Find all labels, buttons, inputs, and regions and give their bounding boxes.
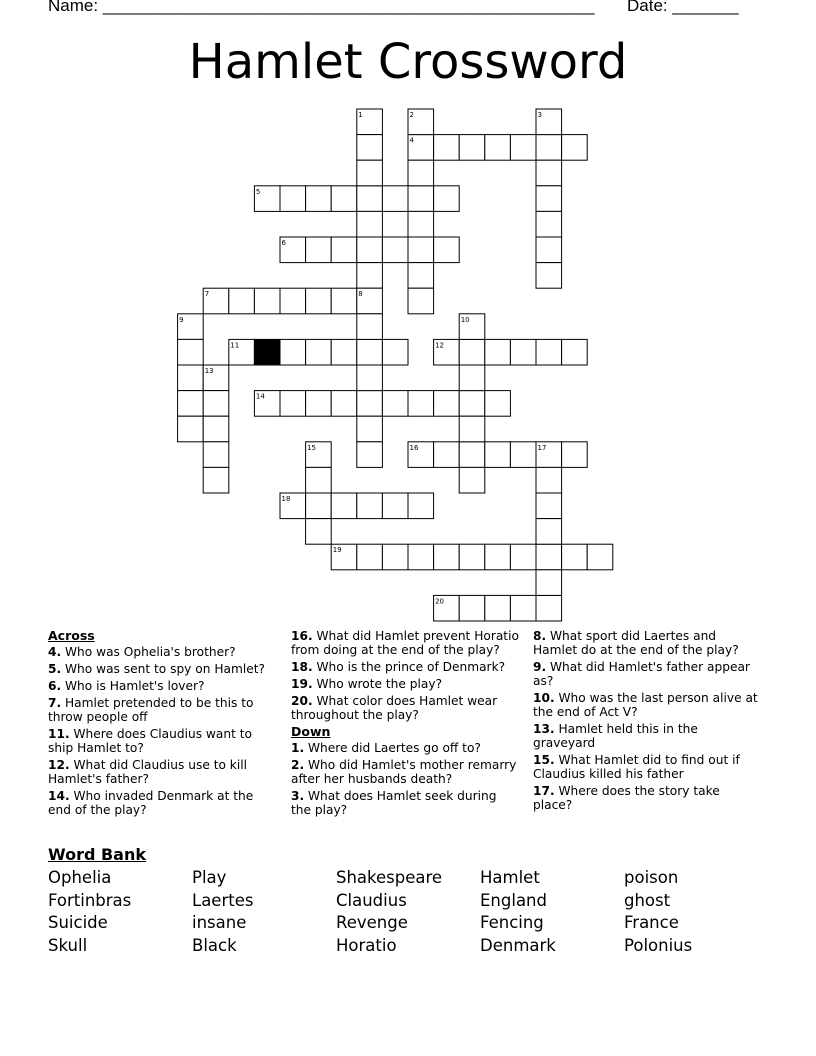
grid-cell[interactable] — [459, 339, 485, 365]
clue-number: 14. — [48, 789, 70, 803]
clue-number: 13. — [533, 722, 555, 736]
grid-clue-number: 4 — [409, 136, 414, 145]
grid-cell[interactable] — [459, 135, 485, 161]
grid-cell[interactable] — [203, 391, 229, 417]
grid-cell[interactable] — [178, 391, 204, 417]
grid-clue-number: 2 — [409, 111, 414, 119]
word-bank-word: Polonius — [624, 935, 693, 955]
clues-column-2 — [291, 629, 519, 820]
grid-clue-number: 5 — [255, 187, 261, 196]
page-title: Hamlet Crossword — [188, 34, 628, 90]
clues-column-3 — [533, 629, 761, 815]
grid-cell[interactable] — [382, 237, 408, 263]
word-bank-word: Laertes — [192, 890, 254, 910]
grid-cell[interactable] — [536, 237, 562, 263]
date-field-label: Date: _______ — [627, 0, 739, 15]
grid-cell[interactable] — [382, 493, 408, 519]
word-bank-word: poison — [624, 868, 679, 887]
grid-cell[interactable] — [203, 416, 229, 442]
clue — [533, 753, 761, 781]
grid-cell[interactable] — [459, 467, 485, 493]
grid-cell[interactable] — [536, 519, 562, 545]
grid-cell[interactable] — [562, 339, 588, 365]
grid-cell[interactable] — [536, 493, 562, 519]
clue — [291, 629, 519, 657]
clue-number: 12. — [48, 758, 70, 772]
grid-cell[interactable] — [459, 416, 485, 442]
grid-cell[interactable] — [382, 391, 408, 417]
grid-cell[interactable] — [306, 519, 332, 545]
clue — [533, 722, 761, 750]
grid-cell[interactable] — [357, 493, 383, 519]
grid-cell[interactable] — [510, 442, 536, 468]
grid-clue-number: 7 — [204, 290, 210, 299]
word-bank-title: Word Bank — [48, 845, 147, 864]
grid-cell[interactable] — [510, 339, 536, 365]
clue-number: 6. — [48, 679, 62, 693]
grid-cell[interactable] — [357, 135, 383, 161]
word-bank-word: Shakespeare — [336, 868, 443, 887]
grid-cell[interactable] — [485, 391, 511, 417]
grid-cell[interactable] — [434, 544, 460, 570]
grid-cell[interactable] — [306, 339, 332, 365]
clue-text: Who invaded Denmark at the end of the play? — [48, 789, 254, 817]
grid-cell[interactable] — [434, 186, 460, 212]
grid-clue-number: 8 — [358, 290, 363, 299]
grid-clue-number: 15 — [307, 443, 317, 452]
grid-cell[interactable] — [331, 339, 357, 365]
word-bank-word: Skull — [48, 935, 88, 955]
clue — [291, 660, 519, 674]
clue-number: 8. — [533, 629, 547, 643]
grid-clue-number: 17 — [537, 443, 547, 452]
grid-clue-number: 18 — [281, 495, 291, 503]
grid-cell[interactable] — [280, 339, 306, 365]
grid-cell[interactable] — [357, 544, 383, 570]
word-bank-word: Horatio — [336, 935, 397, 955]
word-bank-word: England — [480, 890, 547, 910]
grid-cell[interactable] — [485, 544, 511, 570]
clue-text: What does Hamlet seek during the play? — [291, 789, 497, 817]
word-bank-word: Claudius — [336, 890, 407, 910]
clue — [291, 789, 519, 817]
clue — [48, 789, 274, 817]
grid-cell[interactable] — [382, 544, 408, 570]
clue-number: 4. — [48, 645, 62, 659]
clue-text: Who is the prince of Denmark? — [316, 660, 506, 674]
grid-clue-number: 1 — [358, 111, 363, 119]
grid-cell[interactable] — [306, 288, 332, 314]
grid-clue-number: 12 — [435, 341, 445, 350]
clue-text: Where did Laertes go off to? — [308, 741, 481, 755]
clue-number: 9. — [533, 660, 547, 674]
clue-text: Who did Hamlet's mother remarry after her husbands death? — [291, 758, 517, 786]
grid-cell[interactable] — [357, 211, 383, 237]
clue — [291, 694, 519, 722]
grid-cell[interactable] — [459, 442, 485, 468]
grid-clue-number: 20 — [435, 597, 445, 606]
grid-cell[interactable] — [254, 288, 280, 314]
clue — [291, 741, 519, 755]
grid-cell[interactable] — [510, 544, 536, 570]
grid-cell[interactable] — [357, 314, 383, 340]
word-bank-word: insane — [192, 913, 247, 932]
grid-cell[interactable] — [562, 544, 588, 570]
grid-cell[interactable] — [536, 135, 562, 161]
word-bank-word: ghost — [624, 890, 671, 910]
grid-cell[interactable] — [434, 135, 460, 161]
clue-number: 5. — [48, 662, 62, 676]
word-bank-word: Fencing — [480, 913, 544, 932]
clue — [48, 758, 274, 786]
grid-cell[interactable] — [306, 237, 332, 263]
grid-cell[interactable] — [536, 595, 562, 621]
grid-cell[interactable] — [562, 442, 588, 468]
grid-cell[interactable] — [178, 339, 204, 365]
grid-cell[interactable] — [357, 263, 383, 289]
grid-cell[interactable] — [357, 442, 383, 468]
grid-cell[interactable] — [357, 339, 383, 365]
word-bank-word: Black — [192, 935, 237, 955]
grid-cell[interactable] — [280, 288, 306, 314]
grid-cell[interactable] — [485, 442, 511, 468]
grid-cell[interactable] — [408, 288, 434, 314]
clue-text: Hamlet held this in the graveyard — [533, 722, 698, 750]
grid-cell[interactable] — [536, 186, 562, 212]
grid-clue-number: 16 — [409, 443, 419, 452]
clue — [533, 691, 761, 719]
grid-cell[interactable] — [331, 237, 357, 263]
grid-cell[interactable] — [459, 544, 485, 570]
clue — [48, 662, 274, 676]
clue — [533, 660, 761, 688]
clue — [533, 629, 761, 657]
word-bank-word: Hamlet — [480, 868, 540, 887]
clue-number: 10. — [533, 691, 555, 705]
grid-cell[interactable] — [485, 339, 511, 365]
grid-cell[interactable] — [459, 365, 485, 391]
grid-cell[interactable] — [510, 595, 536, 621]
clue-number: 17. — [533, 784, 555, 798]
grid-black-cell — [254, 339, 280, 365]
grid-cell[interactable] — [485, 595, 511, 621]
clue-text: What color does Hamlet wear throughout the play? — [291, 694, 498, 722]
clue-text: Who was sent to spy on Hamlet? — [65, 662, 265, 676]
grid-cell[interactable] — [434, 237, 460, 263]
word-bank-word: Play — [192, 868, 227, 887]
grid-cell[interactable] — [408, 263, 434, 289]
clue-text: What did Hamlet's father appear as? — [533, 660, 750, 688]
clue-text: Who was the last person alive at the end of Act V? — [533, 691, 758, 719]
grid-cell[interactable] — [536, 570, 562, 596]
grid-cell[interactable] — [357, 416, 383, 442]
grid-cell[interactable] — [331, 493, 357, 519]
clue — [48, 679, 274, 693]
grid-cell[interactable] — [357, 160, 383, 186]
grid-cell[interactable] — [331, 391, 357, 417]
clue-number: 7. — [48, 696, 62, 710]
clue — [48, 727, 274, 755]
clue-text: Hamlet pretended to be this to throw people off — [48, 696, 254, 724]
clue-text: Who was Ophelia's brother? — [65, 645, 236, 659]
grid-clue-number: 19 — [332, 546, 342, 555]
clue-number: 11. — [48, 727, 70, 741]
grid-cell[interactable] — [382, 339, 408, 365]
clue — [291, 758, 519, 786]
down-heading: Down — [291, 724, 331, 739]
grid-cell[interactable] — [306, 493, 332, 519]
grid-clue-number: 10 — [460, 315, 470, 324]
grid-cell[interactable] — [408, 544, 434, 570]
grid-cell[interactable] — [203, 442, 229, 468]
clue-text: What did Claudius use to kill Hamlet's father? — [48, 758, 248, 786]
grid-cell[interactable] — [536, 160, 562, 186]
grid-cell[interactable] — [280, 186, 306, 212]
grid-clue-number: 9 — [179, 315, 184, 324]
grid-cell[interactable] — [229, 288, 255, 314]
clue-text: Where does the story take place? — [533, 784, 720, 812]
word-bank-word: Ophelia — [48, 868, 112, 887]
across-heading: Across — [48, 628, 95, 643]
name-field-label: Name: ____________________________________________________ — [48, 0, 595, 15]
grid-cell[interactable] — [536, 263, 562, 289]
grid-cell[interactable] — [408, 211, 434, 237]
grid-cell[interactable] — [357, 186, 383, 212]
word-bank-word: France — [624, 913, 679, 932]
grid-cell[interactable] — [408, 186, 434, 212]
grid-cell[interactable] — [306, 186, 332, 212]
grid-clue-number: 6 — [281, 239, 286, 247]
grid-cell[interactable] — [408, 493, 434, 519]
grid-cell[interactable] — [280, 391, 306, 417]
word-bank-word: Denmark — [480, 935, 556, 955]
grid-cell[interactable] — [459, 391, 485, 417]
clue — [291, 677, 519, 691]
clue-number: 15. — [533, 753, 555, 767]
clue-text: Where does Claudius want to ship Hamlet to? — [48, 727, 252, 755]
grid-cell[interactable] — [536, 467, 562, 493]
grid-cell[interactable] — [434, 391, 460, 417]
clue-number: 2. — [291, 758, 305, 772]
grid-clue-number: 13 — [204, 367, 214, 375]
grid-cell[interactable] — [357, 391, 383, 417]
grid-cell[interactable] — [408, 160, 434, 186]
grid-clue-number: 11 — [230, 341, 240, 350]
clue-number: 19. — [291, 677, 313, 691]
grid-cell[interactable] — [434, 442, 460, 468]
clue — [533, 784, 761, 812]
grid-cell[interactable] — [203, 467, 229, 493]
clue-number: 20. — [291, 694, 313, 708]
clue-text: Who wrote the play? — [316, 677, 443, 691]
word-bank-word: Fortinbras — [48, 890, 132, 910]
grid-cell[interactable] — [408, 237, 434, 263]
grid-cell[interactable] — [306, 391, 332, 417]
grid-cell[interactable] — [587, 544, 613, 570]
clue-number: 16. — [291, 629, 313, 643]
word-bank-word: Suicide — [48, 913, 108, 932]
grid-cell[interactable] — [562, 135, 588, 161]
clue-number: 18. — [291, 660, 313, 674]
grid-cell[interactable] — [357, 365, 383, 391]
grid-cell[interactable] — [331, 186, 357, 212]
clue-text: Who is Hamlet's lover? — [65, 679, 205, 693]
grid-clue-number: 3 — [537, 111, 542, 119]
word-bank-word: Revenge — [336, 913, 408, 932]
grid-cell[interactable] — [536, 339, 562, 365]
clue — [48, 645, 274, 659]
grid-cell[interactable] — [510, 135, 536, 161]
grid-clue-number: 14 — [255, 392, 265, 401]
clue-text: What did Hamlet prevent Horatio from doing at the end of the play? — [291, 629, 519, 657]
clue — [48, 696, 274, 724]
grid-cell[interactable] — [331, 288, 357, 314]
grid-cell[interactable] — [536, 211, 562, 237]
grid-cell[interactable] — [382, 186, 408, 212]
grid-cell[interactable] — [178, 416, 204, 442]
clue-text: What sport did Laertes and Hamlet do at the end of the play? — [533, 629, 739, 657]
grid-cell[interactable] — [459, 595, 485, 621]
grid-cell[interactable] — [536, 544, 562, 570]
grid-cell[interactable] — [357, 237, 383, 263]
grid-cell[interactable] — [485, 135, 511, 161]
clue-text: What Hamlet did to find out if Claudius killed his father — [533, 753, 740, 781]
grid-cell[interactable] — [408, 391, 434, 417]
clue-number: 3. — [291, 789, 305, 803]
grid-cell[interactable] — [178, 365, 204, 391]
clue-number: 1. — [291, 741, 305, 755]
clues-column-1 — [48, 629, 274, 820]
grid-cell[interactable] — [306, 467, 332, 493]
